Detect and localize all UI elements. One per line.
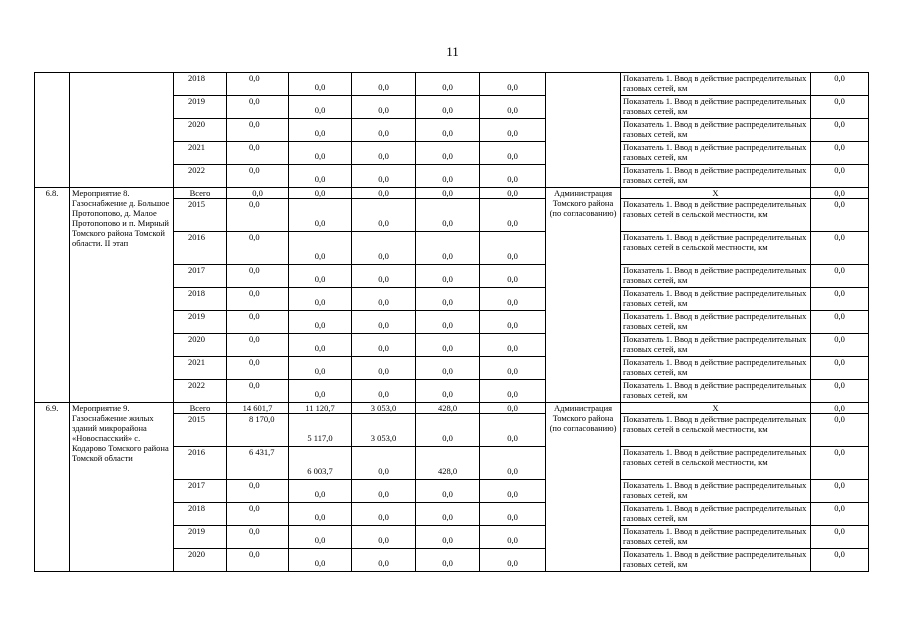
year-cell: 2019 bbox=[174, 96, 227, 119]
indicator-value-cell: 0,0 bbox=[811, 480, 869, 503]
value-cell: 0,0 bbox=[416, 503, 480, 526]
value-cell: 0,0 bbox=[416, 549, 480, 572]
year-cell: 2018 bbox=[174, 73, 227, 96]
value-cell: 0,0 bbox=[416, 334, 480, 357]
value-cell: 0,0 bbox=[480, 526, 546, 549]
total-label: Всего bbox=[174, 403, 227, 414]
indicator-cell: Показатель 1. Ввод в действие распределительных газовых сетей в сельской местности, км bbox=[621, 232, 811, 265]
value-cell: 0,0 bbox=[227, 265, 289, 288]
value-cell: 0,0 bbox=[227, 480, 289, 503]
value-cell: 0,0 bbox=[480, 503, 546, 526]
total-value: 0,0 bbox=[480, 188, 546, 199]
indicator-value-cell: 0,0 bbox=[811, 357, 869, 380]
value-cell: 6 431,7 bbox=[227, 447, 289, 480]
indicator-cell: Х bbox=[621, 403, 811, 414]
indicator-value-cell: 0,0 bbox=[811, 414, 869, 447]
year-cell: 2017 bbox=[174, 265, 227, 288]
value-cell: 0,0 bbox=[352, 357, 416, 380]
value-cell: 0,0 bbox=[227, 311, 289, 334]
value-cell: 0,0 bbox=[227, 165, 289, 188]
value-cell: 0,0 bbox=[289, 480, 352, 503]
value-cell: 0,0 bbox=[416, 288, 480, 311]
measure-name: Мероприятие 8. Газоснабжение д. Большое Протопопово, д. Малое Протопопово и п. Мирный Томского района Томской области. II этап bbox=[70, 188, 174, 403]
indicator-cell: Показатель 1. Ввод в действие распределительных газовых сетей, км bbox=[621, 265, 811, 288]
value-cell: 0,0 bbox=[416, 414, 480, 447]
value-cell: 0,0 bbox=[480, 311, 546, 334]
year-cell: 2015 bbox=[174, 199, 227, 232]
indicator-value-cell: 0,0 bbox=[811, 503, 869, 526]
year-cell: 2016 bbox=[174, 232, 227, 265]
value-cell: 0,0 bbox=[289, 357, 352, 380]
total-value: 0,0 bbox=[352, 188, 416, 199]
measure-number: 6.9. bbox=[35, 403, 70, 572]
value-cell: 0,0 bbox=[289, 165, 352, 188]
value-cell: 0,0 bbox=[352, 311, 416, 334]
measure-name: Мероприятие 9. Газоснабжение жилых зданий микрорайона «Новоспасский» с. Кодарово Томского района Томской области bbox=[70, 403, 174, 572]
total-value: 11 120,7 bbox=[289, 403, 352, 414]
indicator-value-cell: 0,0 bbox=[811, 380, 869, 403]
total-value: 0,0 bbox=[289, 188, 352, 199]
value-cell: 0,0 bbox=[289, 232, 352, 265]
indicator-cell: Показатель 1. Ввод в действие распределительных газовых сетей, км bbox=[621, 334, 811, 357]
value-cell: 0,0 bbox=[227, 334, 289, 357]
value-cell: 0,0 bbox=[352, 73, 416, 96]
value-cell: 0,0 bbox=[289, 119, 352, 142]
value-cell: 0,0 bbox=[352, 265, 416, 288]
value-cell: 0,0 bbox=[352, 526, 416, 549]
indicator-cell: Показатель 1. Ввод в действие распределительных газовых сетей, км bbox=[621, 119, 811, 142]
value-cell: 0,0 bbox=[480, 96, 546, 119]
value-cell: 0,0 bbox=[227, 503, 289, 526]
value-cell: 0,0 bbox=[480, 380, 546, 403]
year-cell: 2022 bbox=[174, 380, 227, 403]
value-cell: 0,0 bbox=[480, 165, 546, 188]
indicator-value-cell: 0,0 bbox=[811, 526, 869, 549]
value-cell: 0,0 bbox=[480, 357, 546, 380]
value-cell: 0,0 bbox=[227, 526, 289, 549]
value-cell: 5 117,0 bbox=[289, 414, 352, 447]
indicator-value-cell: 0,0 bbox=[811, 199, 869, 232]
table-body bbox=[35, 73, 869, 572]
year-cell: 2020 bbox=[174, 549, 227, 572]
value-cell: 0,0 bbox=[480, 480, 546, 503]
indicator-cell: Показатель 1. Ввод в действие распределительных газовых сетей, км bbox=[621, 165, 811, 188]
year-cell: 2021 bbox=[174, 357, 227, 380]
value-cell: 0,0 bbox=[352, 119, 416, 142]
indicator-value-cell: 0,0 bbox=[811, 142, 869, 165]
value-cell: 0,0 bbox=[480, 119, 546, 142]
total-value: 14 601,7 bbox=[227, 403, 289, 414]
value-cell: 0,0 bbox=[289, 288, 352, 311]
value-cell: 0,0 bbox=[480, 334, 546, 357]
value-cell: 0,0 bbox=[289, 549, 352, 572]
year-cell: 2019 bbox=[174, 526, 227, 549]
value-cell: 0,0 bbox=[289, 199, 352, 232]
year-cell: 2018 bbox=[174, 503, 227, 526]
year-cell: 2017 bbox=[174, 480, 227, 503]
year-cell: 2020 bbox=[174, 119, 227, 142]
indicator-value-cell: 0,0 bbox=[811, 232, 869, 265]
value-cell: 0,0 bbox=[227, 232, 289, 265]
indicator-cell: Показатель 1. Ввод в действие распределительных газовых сетей, км bbox=[621, 288, 811, 311]
value-cell: 0,0 bbox=[289, 380, 352, 403]
value-cell: 0,0 bbox=[352, 480, 416, 503]
value-cell: 0,0 bbox=[227, 73, 289, 96]
year-cell: 2018 bbox=[174, 288, 227, 311]
indicator-cell: Показатель 1. Ввод в действие распределительных газовых сетей, км bbox=[621, 549, 811, 572]
indicator-cell: Показатель 1. Ввод в действие распределительных газовых сетей, км bbox=[621, 311, 811, 334]
value-cell: 0,0 bbox=[352, 503, 416, 526]
value-cell: 0,0 bbox=[289, 334, 352, 357]
indicator-cell: Показатель 1. Ввод в действие распределительных газовых сетей в сельской местности, км bbox=[621, 447, 811, 480]
indicator-value-cell: 0,0 bbox=[811, 165, 869, 188]
indicator-cell: Показатель 1. Ввод в действие распределительных газовых сетей в сельской местности, км bbox=[621, 199, 811, 232]
indicator-value-cell: 0,0 bbox=[811, 549, 869, 572]
value-cell: 0,0 bbox=[480, 414, 546, 447]
table-row bbox=[35, 188, 869, 199]
value-cell: 0,0 bbox=[289, 503, 352, 526]
indicator-cell: Показатель 1. Ввод в действие распределительных газовых сетей, км bbox=[621, 503, 811, 526]
total-label: Всего bbox=[174, 188, 227, 199]
value-cell: 0,0 bbox=[416, 480, 480, 503]
value-cell: 428,0 bbox=[416, 447, 480, 480]
indicator-value-cell: 0,0 bbox=[811, 188, 869, 199]
value-cell: 0,0 bbox=[352, 232, 416, 265]
value-cell: 0,0 bbox=[352, 334, 416, 357]
value-cell: 0,0 bbox=[480, 142, 546, 165]
total-value: 0,0 bbox=[227, 188, 289, 199]
value-cell: 0,0 bbox=[289, 311, 352, 334]
value-cell: 0,0 bbox=[416, 96, 480, 119]
executor-cell: Администрация Томского района (по согласованию) bbox=[546, 403, 621, 572]
value-cell: 0,0 bbox=[416, 199, 480, 232]
value-cell: 0,0 bbox=[227, 357, 289, 380]
value-cell: 0,0 bbox=[480, 288, 546, 311]
value-cell: 0,0 bbox=[416, 165, 480, 188]
indicator-value-cell: 0,0 bbox=[811, 447, 869, 480]
value-cell: 0,0 bbox=[480, 265, 546, 288]
value-cell: 0,0 bbox=[416, 73, 480, 96]
total-value: 0,0 bbox=[480, 403, 546, 414]
value-cell: 8 170,0 bbox=[227, 414, 289, 447]
year-cell: 2020 bbox=[174, 334, 227, 357]
indicator-value-cell: 0,0 bbox=[811, 73, 869, 96]
indicator-cell: Показатель 1. Ввод в действие распределительных газовых сетей, км bbox=[621, 480, 811, 503]
indicator-cell: Показатель 1. Ввод в действие распределительных газовых сетей, км bbox=[621, 357, 811, 380]
indicator-value-cell: 0,0 bbox=[811, 288, 869, 311]
value-cell: 0,0 bbox=[352, 549, 416, 572]
value-cell: 0,0 bbox=[416, 119, 480, 142]
value-cell: 0,0 bbox=[352, 142, 416, 165]
value-cell: 0,0 bbox=[480, 232, 546, 265]
year-cell: 2016 bbox=[174, 447, 227, 480]
value-cell: 0,0 bbox=[352, 288, 416, 311]
total-value: 0,0 bbox=[416, 188, 480, 199]
indicator-value-cell: 0,0 bbox=[811, 334, 869, 357]
value-cell: 0,0 bbox=[352, 447, 416, 480]
value-cell: 0,0 bbox=[227, 96, 289, 119]
value-cell: 0,0 bbox=[480, 73, 546, 96]
value-cell: 0,0 bbox=[416, 142, 480, 165]
value-cell: 0,0 bbox=[416, 526, 480, 549]
value-cell: 0,0 bbox=[352, 199, 416, 232]
value-cell: 0,0 bbox=[227, 380, 289, 403]
total-value: 428,0 bbox=[416, 403, 480, 414]
year-cell: 2019 bbox=[174, 311, 227, 334]
value-cell: 0,0 bbox=[352, 165, 416, 188]
indicator-cell: Показатель 1. Ввод в действие распределительных газовых сетей, км bbox=[621, 380, 811, 403]
measure-number: 6.8. bbox=[35, 188, 70, 403]
value-cell: 0,0 bbox=[416, 380, 480, 403]
value-cell: 0,0 bbox=[227, 119, 289, 142]
value-cell: 3 053,0 bbox=[352, 414, 416, 447]
indicator-cell: Показатель 1. Ввод в действие распределительных газовых сетей, км bbox=[621, 73, 811, 96]
year-cell: 2021 bbox=[174, 142, 227, 165]
indicator-value-cell: 0,0 bbox=[811, 96, 869, 119]
table-row bbox=[35, 73, 869, 96]
value-cell: 0,0 bbox=[227, 288, 289, 311]
value-cell: 0,0 bbox=[227, 142, 289, 165]
number-cell bbox=[35, 73, 70, 188]
value-cell: 0,0 bbox=[416, 265, 480, 288]
name-cell bbox=[70, 73, 174, 188]
value-cell: 0,0 bbox=[289, 142, 352, 165]
value-cell: 0,0 bbox=[289, 73, 352, 96]
indicator-cell: Показатель 1. Ввод в действие распределительных газовых сетей, км bbox=[621, 96, 811, 119]
indicator-cell: Показатель 1. Ввод в действие распределительных газовых сетей в сельской местности, км bbox=[621, 414, 811, 447]
year-cell: 2015 bbox=[174, 414, 227, 447]
indicator-value-cell: 0,0 bbox=[811, 311, 869, 334]
executor-cell: Администрация Томского района (по согласованию) bbox=[546, 188, 621, 403]
year-cell: 2022 bbox=[174, 165, 227, 188]
value-cell: 0,0 bbox=[289, 96, 352, 119]
value-cell: 0,0 bbox=[480, 549, 546, 572]
value-cell: 0,0 bbox=[352, 96, 416, 119]
indicator-cell: Х bbox=[621, 188, 811, 199]
value-cell: 0,0 bbox=[480, 447, 546, 480]
value-cell: 0,0 bbox=[227, 199, 289, 232]
value-cell: 0,0 bbox=[289, 526, 352, 549]
value-cell: 0,0 bbox=[227, 549, 289, 572]
value-cell: 0,0 bbox=[416, 357, 480, 380]
table-row bbox=[35, 403, 869, 414]
indicator-value-cell: 0,0 bbox=[811, 265, 869, 288]
total-value: 3 053,0 bbox=[352, 403, 416, 414]
indicator-cell: Показатель 1. Ввод в действие распределительных газовых сетей, км bbox=[621, 526, 811, 549]
indicator-value-cell: 0,0 bbox=[811, 119, 869, 142]
value-cell: 0,0 bbox=[480, 199, 546, 232]
page-number: 11 bbox=[446, 44, 459, 59]
value-cell: 0,0 bbox=[352, 380, 416, 403]
budget-table bbox=[34, 72, 869, 572]
indicator-value-cell: 0,0 bbox=[811, 403, 869, 414]
executor-cell bbox=[546, 73, 621, 188]
value-cell: 0,0 bbox=[416, 311, 480, 334]
indicator-cell: Показатель 1. Ввод в действие распределительных газовых сетей, км bbox=[621, 142, 811, 165]
value-cell: 0,0 bbox=[416, 232, 480, 265]
value-cell: 0,0 bbox=[289, 265, 352, 288]
value-cell: 6 003,7 bbox=[289, 447, 352, 480]
